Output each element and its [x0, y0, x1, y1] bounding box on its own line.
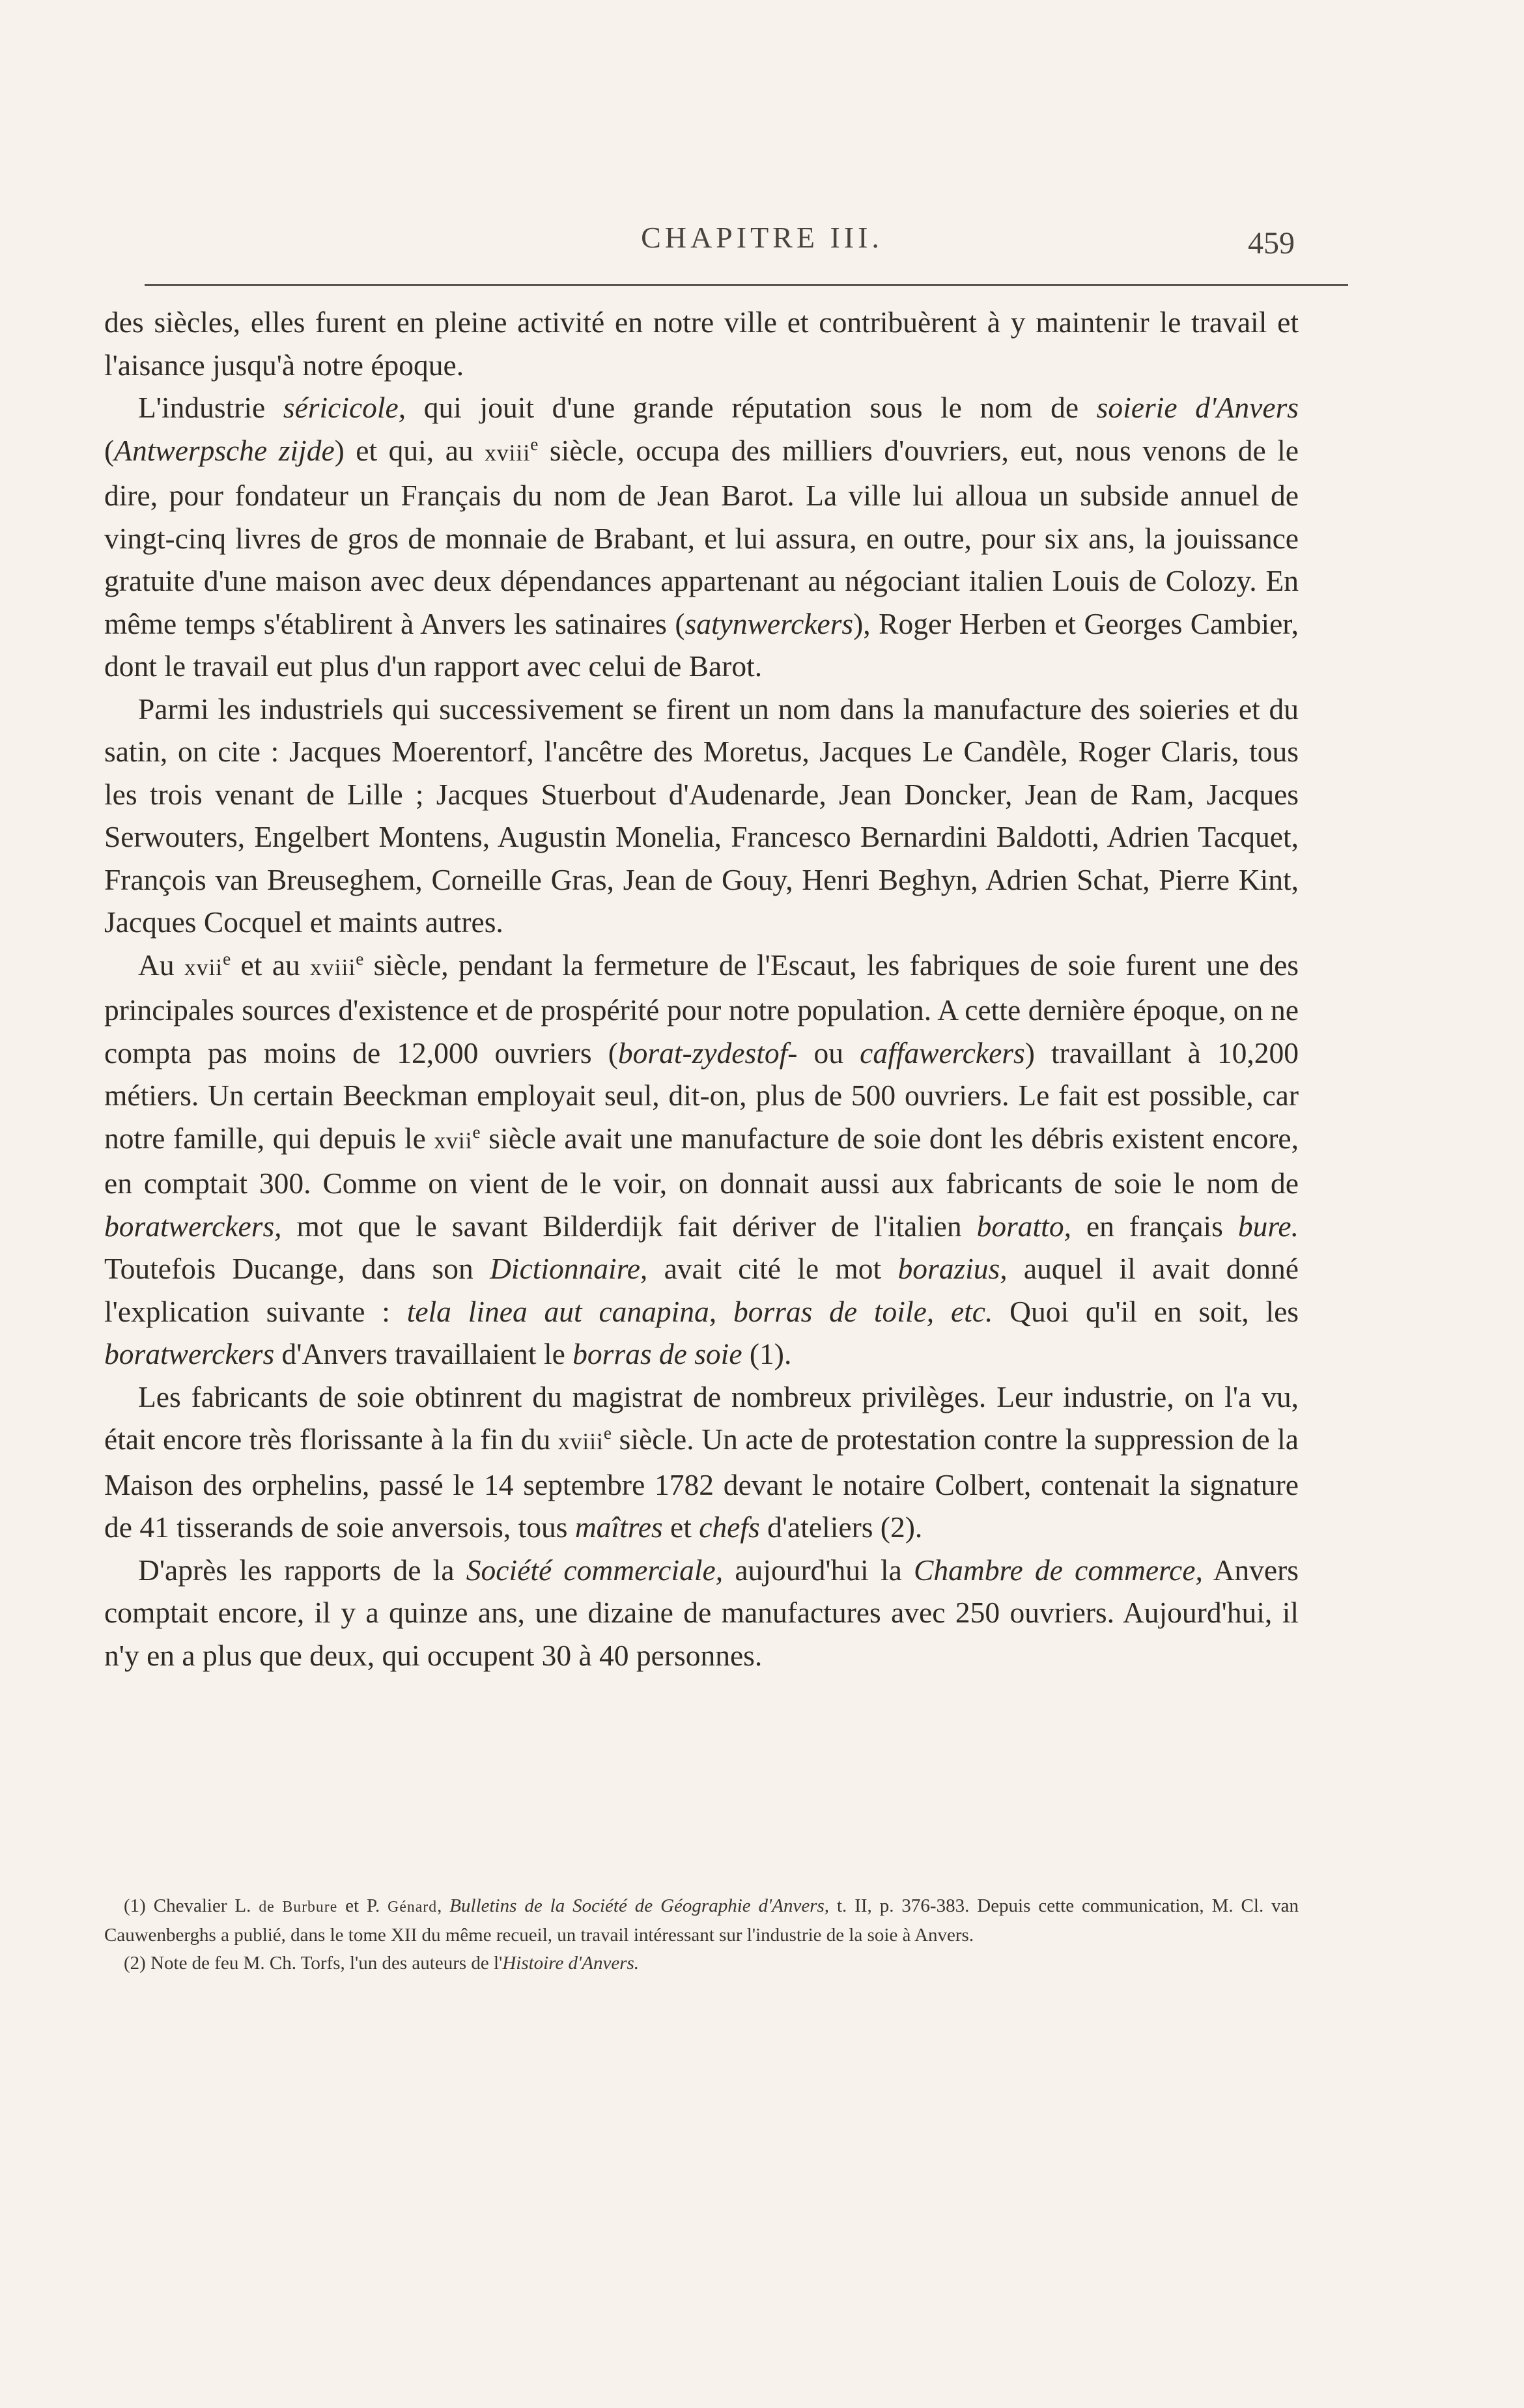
- paragraph-6: [104, 1549, 1299, 1677]
- text-run: Toutefois Ducange, dans son: [104, 1252, 490, 1285]
- text-run: siècle, occupa des milliers d'ouvriers, eut, nous venons de le dire, pour fondateur un Français du nom de Jean Barot. La ville lui alloua un subside annuel de vingt-cinq livres de gros de monnaie de Brabant, et lui assura, en outre, pour six ans, la jouissance gratuite d'une maison avec deux dépendances appartenant au négociant italien Louis de Colozy. En même temps s'établirent à Anvers les satinaires (: [104, 433, 1299, 640]
- italic-term: satynwerckers: [684, 606, 854, 640]
- paragraph-1: [104, 301, 1299, 386]
- text-run: d'Anvers travaillaient le: [274, 1337, 573, 1370]
- page-number: 459: [1248, 226, 1295, 261]
- text-run: qui jouit d'une grande réputation sous le nom de: [406, 391, 1097, 424]
- footnote-1: [104, 1892, 1299, 1949]
- paragraph-3-text: Parmi les industriels qui successivement se firent un nom dans la manufacture des soieries et du satin, on cite : Jacques Moerentorf, l'ancêtre des Moretus, Jacques Le Candèle, Roger Claris, tous les trois venant de Lille ; Jacques Stuerbout d'Audenarde, Jean Doncker, Jean de Ram, Jacques Serwouters, Engelbert Montens, Augustin Monelia, Francesco Bernardini Baldotti, Adrien Tacquet, François van Breuseghem, Corneille Gras, Jean de Gouy, Henri Beghyn, Adrien Schat, Pierre Kint, Jacques Cocquel et maints autres.: [104, 692, 1299, 939]
- text-run: avait cité le mot: [647, 1252, 898, 1285]
- header-rule: [145, 284, 1348, 286]
- italic-title: Bulletins de la Société de Géographie d'Anvers,: [449, 1895, 830, 1916]
- text-run: ou: [797, 1036, 860, 1069]
- footnote-ref: (1).: [742, 1337, 792, 1370]
- paragraph-1-text: des siècles, elles furent en pleine activité en notre ville et contribuèrent à y maintenir le travail et l'aisance jusqu'à notre époque.: [104, 305, 1299, 382]
- italic-term: Société commerciale,: [466, 1553, 724, 1587]
- italic-term: séricicole,: [283, 391, 406, 424]
- text-run: mot que le savant Bilderdijk fait dériver de l'italien: [281, 1209, 977, 1243]
- text-run: et P.: [337, 1895, 388, 1916]
- text-run: (: [104, 433, 115, 467]
- italic-term: maîtres: [574, 1510, 663, 1544]
- text-run: D'après les rapports de la: [138, 1553, 466, 1587]
- italic-term: tela linea aut canapina, borras de toile, etc.: [406, 1294, 993, 1328]
- text-run: auquel il avait donné l'explication suivante :: [104, 1252, 1299, 1328]
- text-run: et au: [231, 948, 311, 982]
- footnotes: [104, 1892, 1299, 1977]
- text-run: et: [662, 1510, 699, 1544]
- text-run: Anvers comptait encore, il y a quinze ans, une dizaine de manufactures avec 250 ouvriers. Aujourd'hui, il n'y en a plus que deux, qui occupent 30 à 40 personnes.: [104, 1553, 1299, 1672]
- century-numeral: xviii: [485, 439, 531, 466]
- text-run: siècle. Un acte de protestation contre la suppression de la Maison des orphelins, passé le 14 septembre 1782 devant le notaire Colbert, contenait la signature de 41 tisserands de soie anversois, tous: [104, 1423, 1299, 1544]
- text-run: (1) Chevalier L.: [124, 1895, 259, 1916]
- italic-term: boratto,: [976, 1209, 1071, 1243]
- author-name: Génard: [388, 1899, 438, 1916]
- century-numeral: xvii: [184, 954, 223, 980]
- paragraph-5: [104, 1376, 1299, 1549]
- superscript: e: [356, 948, 364, 969]
- paragraph-4: [104, 944, 1299, 1376]
- text-run: t. II, p. 376-383. Depuis cette communication, M. Cl. van Cauwenberghs a publié, dans le tome XII du même recueil, un travail intéressant sur l'industrie de la soie à Anvers.: [104, 1895, 1299, 1946]
- superscript: e: [472, 1122, 481, 1142]
- body-text: [104, 301, 1299, 1677]
- italic-term: boratwerckers: [104, 1337, 275, 1370]
- italic-term: caffawerckers: [860, 1036, 1025, 1069]
- text-run: ), Roger Herben et Georges Cambier, dont le travail eut plus d'un rapport avec celui de Barot.: [104, 606, 1299, 683]
- italic-term: borras de soie: [572, 1337, 742, 1370]
- text-run: Au: [138, 948, 184, 982]
- chapter-title: CHAPITRE III.: [641, 221, 883, 254]
- footnote-ref: d'ateliers (2).: [759, 1510, 923, 1544]
- text-run: ) travaillant à 10,200 métiers. Un certain Beeckman employait seul, dit-on, plus de 500 ouvriers. Le fait est possible, car notre famille, qui depuis le: [104, 1036, 1299, 1155]
- italic-term: borat-zydestof-: [617, 1036, 798, 1069]
- text-run: (2) Note de feu M. Ch. Torfs, l'un des auteurs de l': [124, 1953, 503, 1974]
- italic-term: borazius,: [897, 1252, 1008, 1285]
- text-run: Quoi qu'il en soit, les: [993, 1294, 1299, 1328]
- italic-term: bure.: [1237, 1209, 1299, 1243]
- text-run: ) et qui, au: [334, 433, 485, 467]
- text-run: siècle avait une manufacture de soie dont les débris existent encore, en comptait 300. Comme on vient de le voir, on donnait aussi aux fabricants de soie le nom de: [104, 1121, 1299, 1200]
- italic-term: soierie d'Anvers: [1096, 391, 1299, 424]
- superscript: e: [223, 948, 231, 969]
- superscript: e: [603, 1423, 612, 1443]
- text-run: Les fabricants de soie obtinrent du magistrat de nombreux privilèges. Leur industrie, on l'a vu, était encore très florissante à la fin du: [104, 1380, 1299, 1456]
- running-head: [0, 220, 1524, 266]
- author-name: de Burbure: [259, 1899, 338, 1916]
- century-numeral: xvii: [434, 1127, 473, 1154]
- text-run: L'industrie: [138, 391, 283, 424]
- century-numeral: xviii: [557, 1428, 604, 1454]
- footnote-2: [104, 1949, 1299, 1977]
- paragraph-2: [104, 386, 1299, 688]
- italic-title: Histoire d'Anvers.: [502, 1953, 640, 1974]
- italic-term: Antwerpsche zijde: [114, 433, 335, 467]
- italic-term: chefs: [699, 1510, 760, 1544]
- text-run: aujourd'hui la: [723, 1553, 914, 1587]
- superscript: e: [530, 434, 539, 454]
- italic-term: boratwerckers,: [104, 1209, 282, 1243]
- text-run: siècle, pendant la fermeture de l'Escaut, les fabriques de soie furent une des principales sources d'existence et de prospérité pour notre population. A cette dernière époque, on ne compta pas moins de 12,000 ouvriers (: [104, 948, 1299, 1069]
- text-run: ,: [437, 1895, 450, 1916]
- italic-term: Chambre de commerce,: [914, 1553, 1203, 1587]
- century-numeral: xviii: [310, 954, 356, 980]
- italic-term: Dictionnaire,: [490, 1252, 648, 1285]
- text-run: en français: [1071, 1209, 1238, 1243]
- paragraph-3: [104, 688, 1299, 944]
